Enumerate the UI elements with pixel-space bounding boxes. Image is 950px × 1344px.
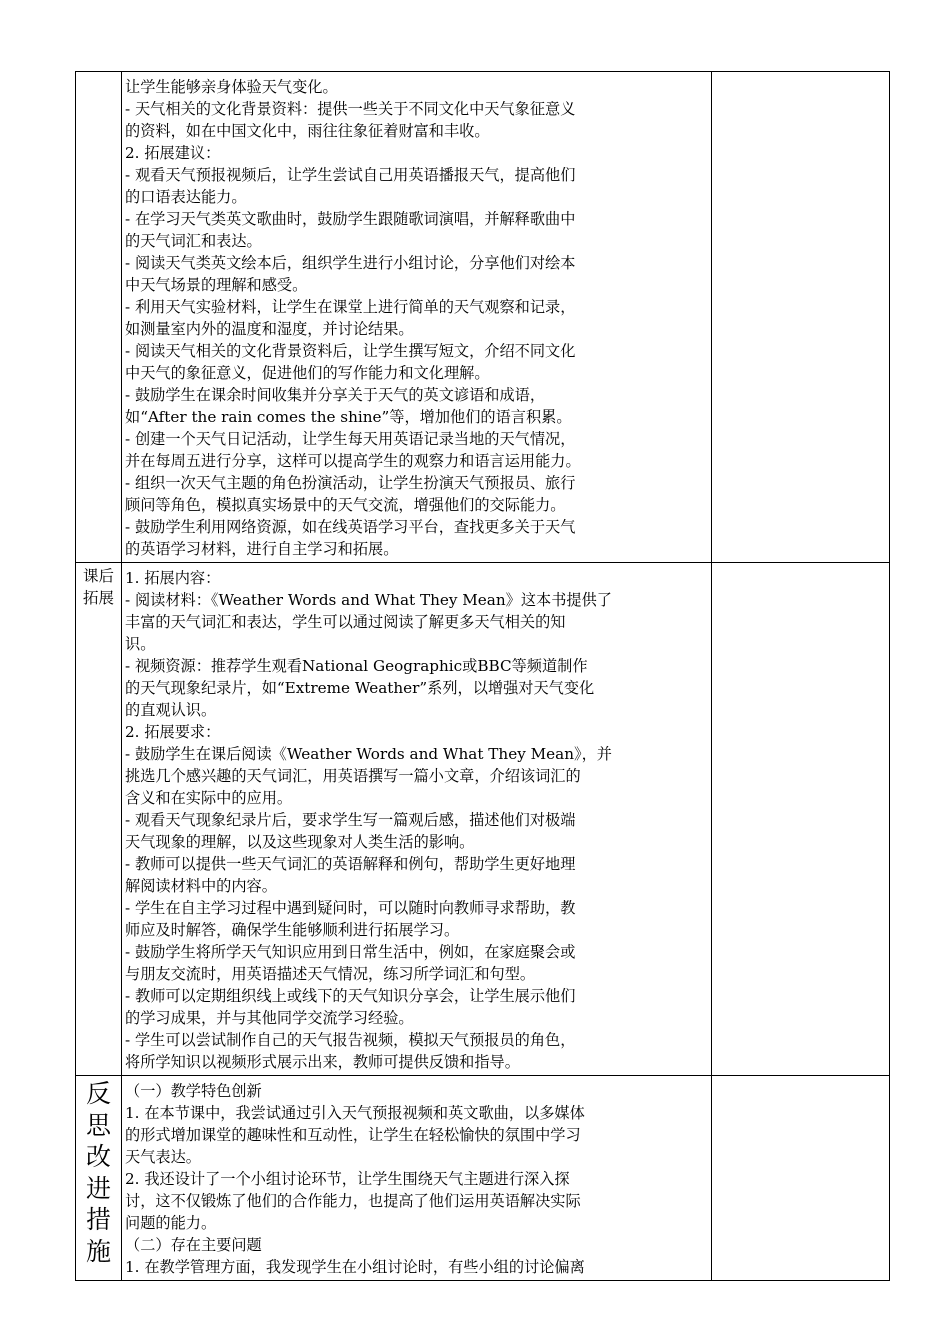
row-content <box>122 72 711 562</box>
text-line: 丰富的天气词汇和表达，学生可以通过阅读了解更多天气相关的知 <box>125 613 566 631</box>
text-line: 中天气场景的理解和感受。 <box>125 276 308 294</box>
text-line: - 阅读材料：《Weather Words and What They Mean》这本书提供了 <box>125 591 612 609</box>
row-label-text: 拓展 <box>82 589 114 607</box>
text-line: （一）教学特色创新 <box>125 1082 262 1100</box>
table-row-reflection <box>76 1076 890 1281</box>
text-line: 师应及时解答，确保学生能够顺利进行拓展学习。 <box>125 921 460 939</box>
text-line: - 观看天气预报视频后，让学生尝试自己用英语播报天气，提高他们 <box>125 166 576 184</box>
text-line: - 组织一次天气主题的角色扮演活动，让学生扮演天气预报员、旅行 <box>125 474 576 492</box>
text-line: - 阅读天气相关的文化背景资料后，让学生撰写短文，介绍不同文化 <box>125 342 576 360</box>
text-line: 问题的能力。 <box>125 1214 217 1232</box>
text-line: 2. 拓展要求： <box>125 723 221 741</box>
text-line: 如测量室内外的温度和湿度，并讨论结果。 <box>125 320 414 338</box>
text-line: - 学生可以尝试制作自己的天气报告视频，模拟天气预报员的角色， <box>125 1031 576 1049</box>
text-line: - 鼓励学生在课余时间收集并分享关于天气的英文谚语和成语， <box>125 386 546 404</box>
text-line: 含义和在实际中的应用。 <box>125 789 293 807</box>
text-line: - 教师可以提供一些天气词汇的英语解释和例句，帮助学生更好地理 <box>125 855 576 873</box>
row-notes-cell <box>712 563 890 1076</box>
row-label-cell <box>76 72 122 563</box>
text-line: 挑选几个感兴趣的天气词汇，用英语撰写一篇小文章，介绍该词汇的 <box>125 767 581 785</box>
row-label <box>76 563 121 609</box>
text-line: - 鼓励学生将所学天气知识应用到日常生活中，例如，在家庭聚会或 <box>125 943 576 961</box>
text-line: - 在学习天气类英文歌曲时，鼓励学生跟随歌词演唱，并解释歌曲中 <box>125 210 576 228</box>
text-line: - 天气相关的文化背景资料：提供一些关于不同文化中天气象征意义 <box>125 100 576 118</box>
text-line: 的天气现象纪录片，如“Extreme Weather”系列，以增强对天气变化 <box>125 679 595 697</box>
text-line: 天气现象的理解，以及这些现象对人类生活的影响。 <box>125 833 475 851</box>
text-line: - 学生在自主学习过程中遇到疑问时，可以随时向教师寻求帮助，教 <box>125 899 576 917</box>
text-line: 如“After the rain comes the shine”等，增加他们的语言积累。 <box>125 408 572 426</box>
text-line: 1. 在本节课中，我尝试通过引入天气预报视频和英文歌曲，以多媒体 <box>125 1104 585 1122</box>
row-label-cell <box>76 1076 122 1281</box>
row-label-text: 措 <box>85 1205 111 1234</box>
text-line: 的资料，如在中国文化中，雨往往象征着财富和丰收。 <box>125 122 490 140</box>
text-line: 与朋友交流时，用英语描述天气情况，练习所学词汇和句型。 <box>125 965 536 983</box>
row-label-text: 思 <box>85 1110 111 1140</box>
text-line: - 鼓励学生在课后阅读《Weather Words and What They Mean》，并 <box>125 745 612 763</box>
text-line: 讨，这不仅锻炼了他们的合作能力，也提高了他们运用英语解决实际 <box>125 1192 581 1210</box>
row-content-cell <box>122 72 712 563</box>
row-label-text: 进 <box>85 1173 111 1203</box>
row-notes-cell <box>712 72 890 563</box>
text-line: 的直观认识。 <box>125 701 217 719</box>
text-line: 识。 <box>125 635 156 653</box>
row-label-text: 施 <box>85 1236 111 1266</box>
text-line: 天气表达。 <box>125 1148 201 1166</box>
text-line: 的形式增加课堂的趣味性和互动性，让学生在轻松愉快的氛围中学习 <box>125 1126 581 1144</box>
text-line: - 利用天气实验材料，让学生在课堂上进行简单的天气观察和记录， <box>125 298 576 316</box>
row-label-text: 反 <box>85 1079 111 1108</box>
text-line: 让学生能够亲身体验天气变化。 <box>125 78 338 96</box>
text-line: 的学习成果，并与其他同学交流学习经验。 <box>125 1009 414 1027</box>
row-label-text: 改 <box>85 1142 111 1171</box>
row-label-cell <box>76 563 122 1076</box>
text-line: 解阅读材料中的内容。 <box>125 877 277 895</box>
text-line: 的口语表达能力。 <box>125 188 247 206</box>
text-line: 的天气词汇和表达。 <box>125 232 262 250</box>
table-row-continued-resources <box>76 72 890 563</box>
row-content <box>122 563 711 1075</box>
row-content-cell <box>122 1076 712 1281</box>
row-content <box>122 1076 711 1280</box>
text-line: - 教师可以定期组织线上或线下的天气知识分享会，让学生展示他们 <box>125 987 576 1005</box>
text-line: - 创建一个天气日记活动，让学生每天用英语记录当地的天气情况， <box>125 430 576 448</box>
text-line: 中天气的象征意义，促进他们的写作能力和文化理解。 <box>125 364 490 382</box>
lesson-plan-table <box>75 71 890 1281</box>
text-line: （二）存在主要问题 <box>125 1236 262 1254</box>
text-line: - 视频资源：推荐学生观看National Geographic或BBC等频道制作 <box>125 657 588 675</box>
text-line: 顾问等角色，模拟真实场景中的天气交流，增强他们的交际能力。 <box>125 496 566 514</box>
text-line: 并在每周五进行分享，这样可以提高学生的观察力和语言运用能力。 <box>125 452 581 470</box>
text-line: 2. 我还设计了一个小组讨论环节，让学生围绕天气主题进行深入探 <box>125 1170 570 1188</box>
text-line: - 观看天气现象纪录片后，要求学生写一篇观后感，描述他们对极端 <box>125 811 576 829</box>
text-line: 1. 拓展内容： <box>125 569 221 587</box>
text-line: 的英语学习材料，进行自主学习和拓展。 <box>125 540 399 558</box>
row-label-text: 课后 <box>82 567 114 585</box>
text-line: 将所学知识以视频形式展示出来，教师可提供反馈和指导。 <box>125 1053 520 1071</box>
row-notes-cell <box>712 1076 890 1281</box>
text-line: - 鼓励学生利用网络资源，如在线英语学习平台，查找更多关于天气 <box>125 518 576 536</box>
table-row-after-class-extension <box>76 563 890 1076</box>
row-content-cell <box>122 563 712 1076</box>
text-line: - 阅读天气类英文绘本后，组织学生进行小组讨论，分享他们对绘本 <box>125 254 576 272</box>
row-label <box>76 1076 121 1267</box>
text-line: 2. 拓展建议： <box>125 144 221 162</box>
text-line: 1. 在教学管理方面，我发现学生在小组讨论时，有些小组的讨论偏离 <box>125 1258 585 1276</box>
